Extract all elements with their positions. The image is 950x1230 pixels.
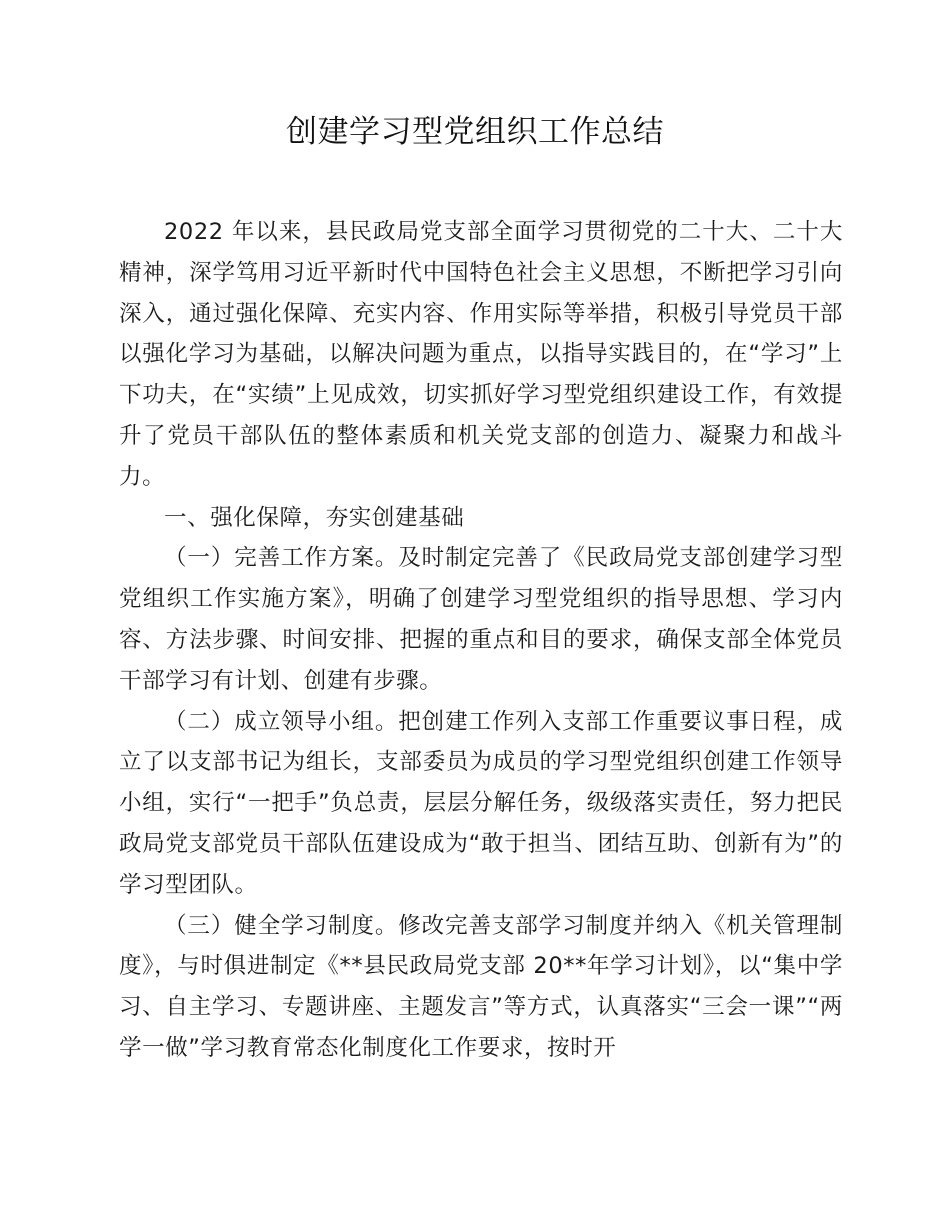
document-body <box>119 212 843 1069</box>
section-heading: 一、强化保障，夯实创建基础 <box>164 504 465 531</box>
intro-paragraph: 2022 年以来，县民政局党支部全面学习贯彻党的二十大、二十大精神，深学笃用习近平新时代中国特色社会主义思想，不断把学习引向深入，通过强化保障、充实内容、作用实际等举措，积极引导党员干部以强化学习为基础，以解决问题为重点，以指导实践目的，在“学习”上下功夫，在“实绩”上见成效，切实抓好学习型党组织建设工作，有效提升了党员干部队伍的整体素质和机关党支部的创造力、凝聚力和战斗力。 <box>119 219 843 490</box>
paragraph-study-system: （三）健全学习制度。修改完善支部学习制度并纳入《机关管理制度》，与时俱进制定《**县民政局党支部 20**年学习计划》，以“集中学习、自主学习、专题讲座、主题发言”等方式，认真落实“三会一课”“两学一做”学习教育常态化制度化工作要求，按时开 <box>119 912 843 1061</box>
document-title: 创建学习型党组织工作总结 <box>286 114 664 150</box>
paragraph-work-plan: （一）完善工作方案。及时制定完善了《民政局党支部创建学习型党组织工作实施方案》，明确了创建学习型党组织的指导思想、学习内容、方法步骤、时间安排、把握的重点和目的要求，确保支部全体党员干部学习有计划、创建有步骤。 <box>119 545 843 694</box>
paragraph-leading-group: （二）成立领导小组。把创建工作列入支部工作重要议事日程，成立了以支部书记为组长，支部委员为成员的学习型党组织创建工作领导小组，实行“一把手”负总责，层层分解任务，级级落实责任，努力把民政局党支部党员干部队伍建设成为“敢于担当、团结互助、创新有为”的学习型团队。 <box>119 708 843 898</box>
